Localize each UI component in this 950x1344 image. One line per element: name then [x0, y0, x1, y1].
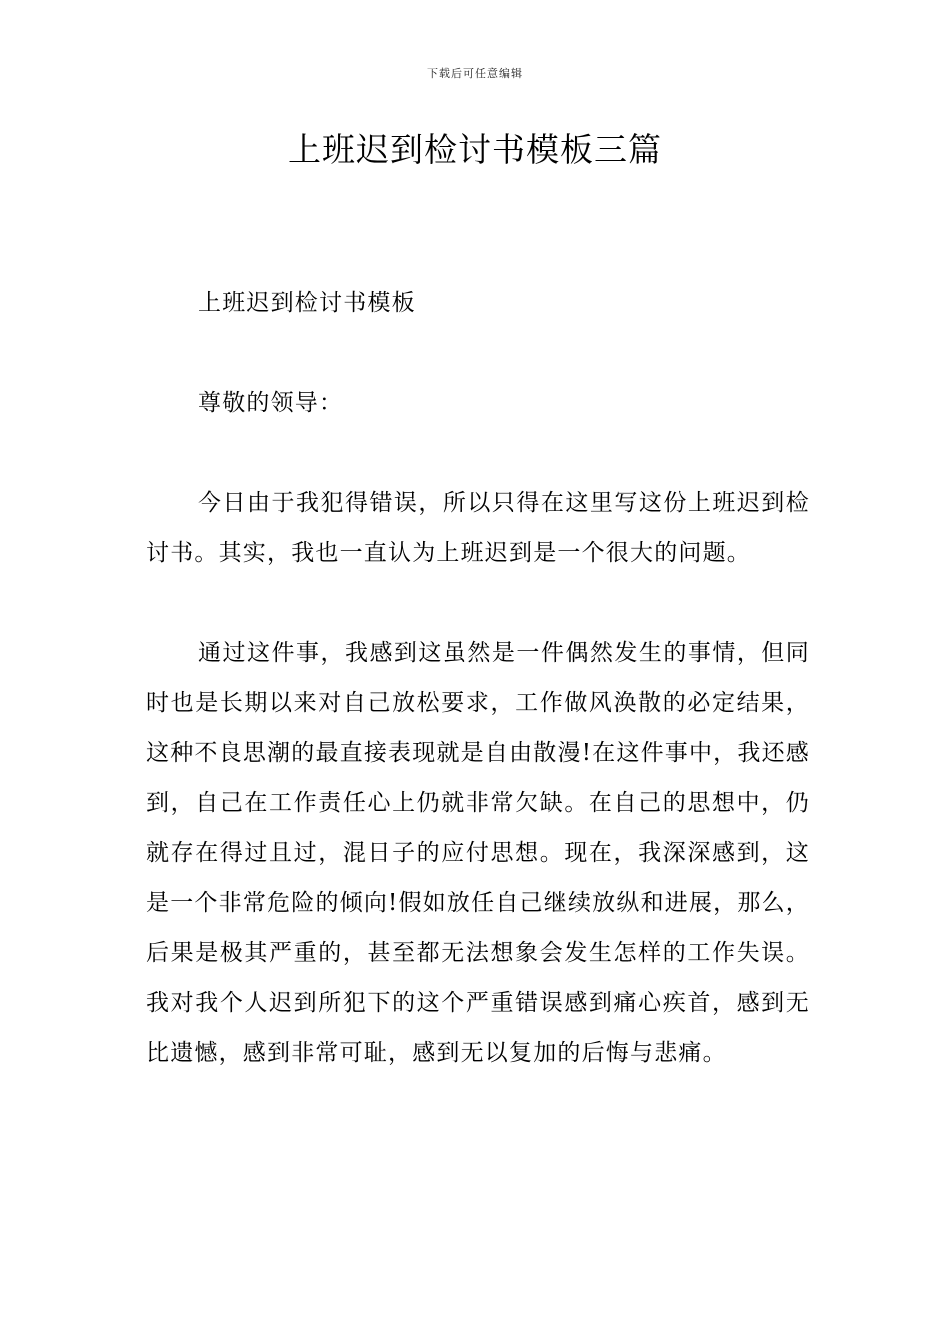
body-paragraph-2: 通过这件事，我感到这虽然是一件偶然发生的事情，但同时也是长期以来对自己放松要求，工作做风涣散的必定结果，这种不良思潮的最直接表现就是自由散漫!在这件事中，我还感到，自己在工作责任心上仍就非常欠缺。在自己的思想中，仍就存在得过且过，混日子的应付思想。现在，我深深感到，这是一个非常危险的倾向!假如放任自己继续放纵和进展，那么，后果是极其严重的，甚至都无法想象会发生怎样的工作失误。我对我个人迟到所犯下的这个严重错误感到痛心疾首，感到无比遗憾，感到非常可耻，感到无以复加的后悔与悲痛。	[146, 640, 810, 1066]
document-title: 上班迟到检讨书模板三篇	[288, 130, 662, 169]
body-paragraph-1: 今日由于我犯得错误，所以只得在这里写这份上班迟到检讨书。其实，我也一直认为上班迟到是一个很大的问题。	[146, 490, 810, 566]
header-note: 下载后可任意编辑	[427, 67, 523, 80]
salutation: 尊敬的领导：	[198, 390, 344, 416]
section-heading: 上班迟到检讨书模板	[198, 290, 416, 316]
document-body	[146, 278, 810, 1078]
